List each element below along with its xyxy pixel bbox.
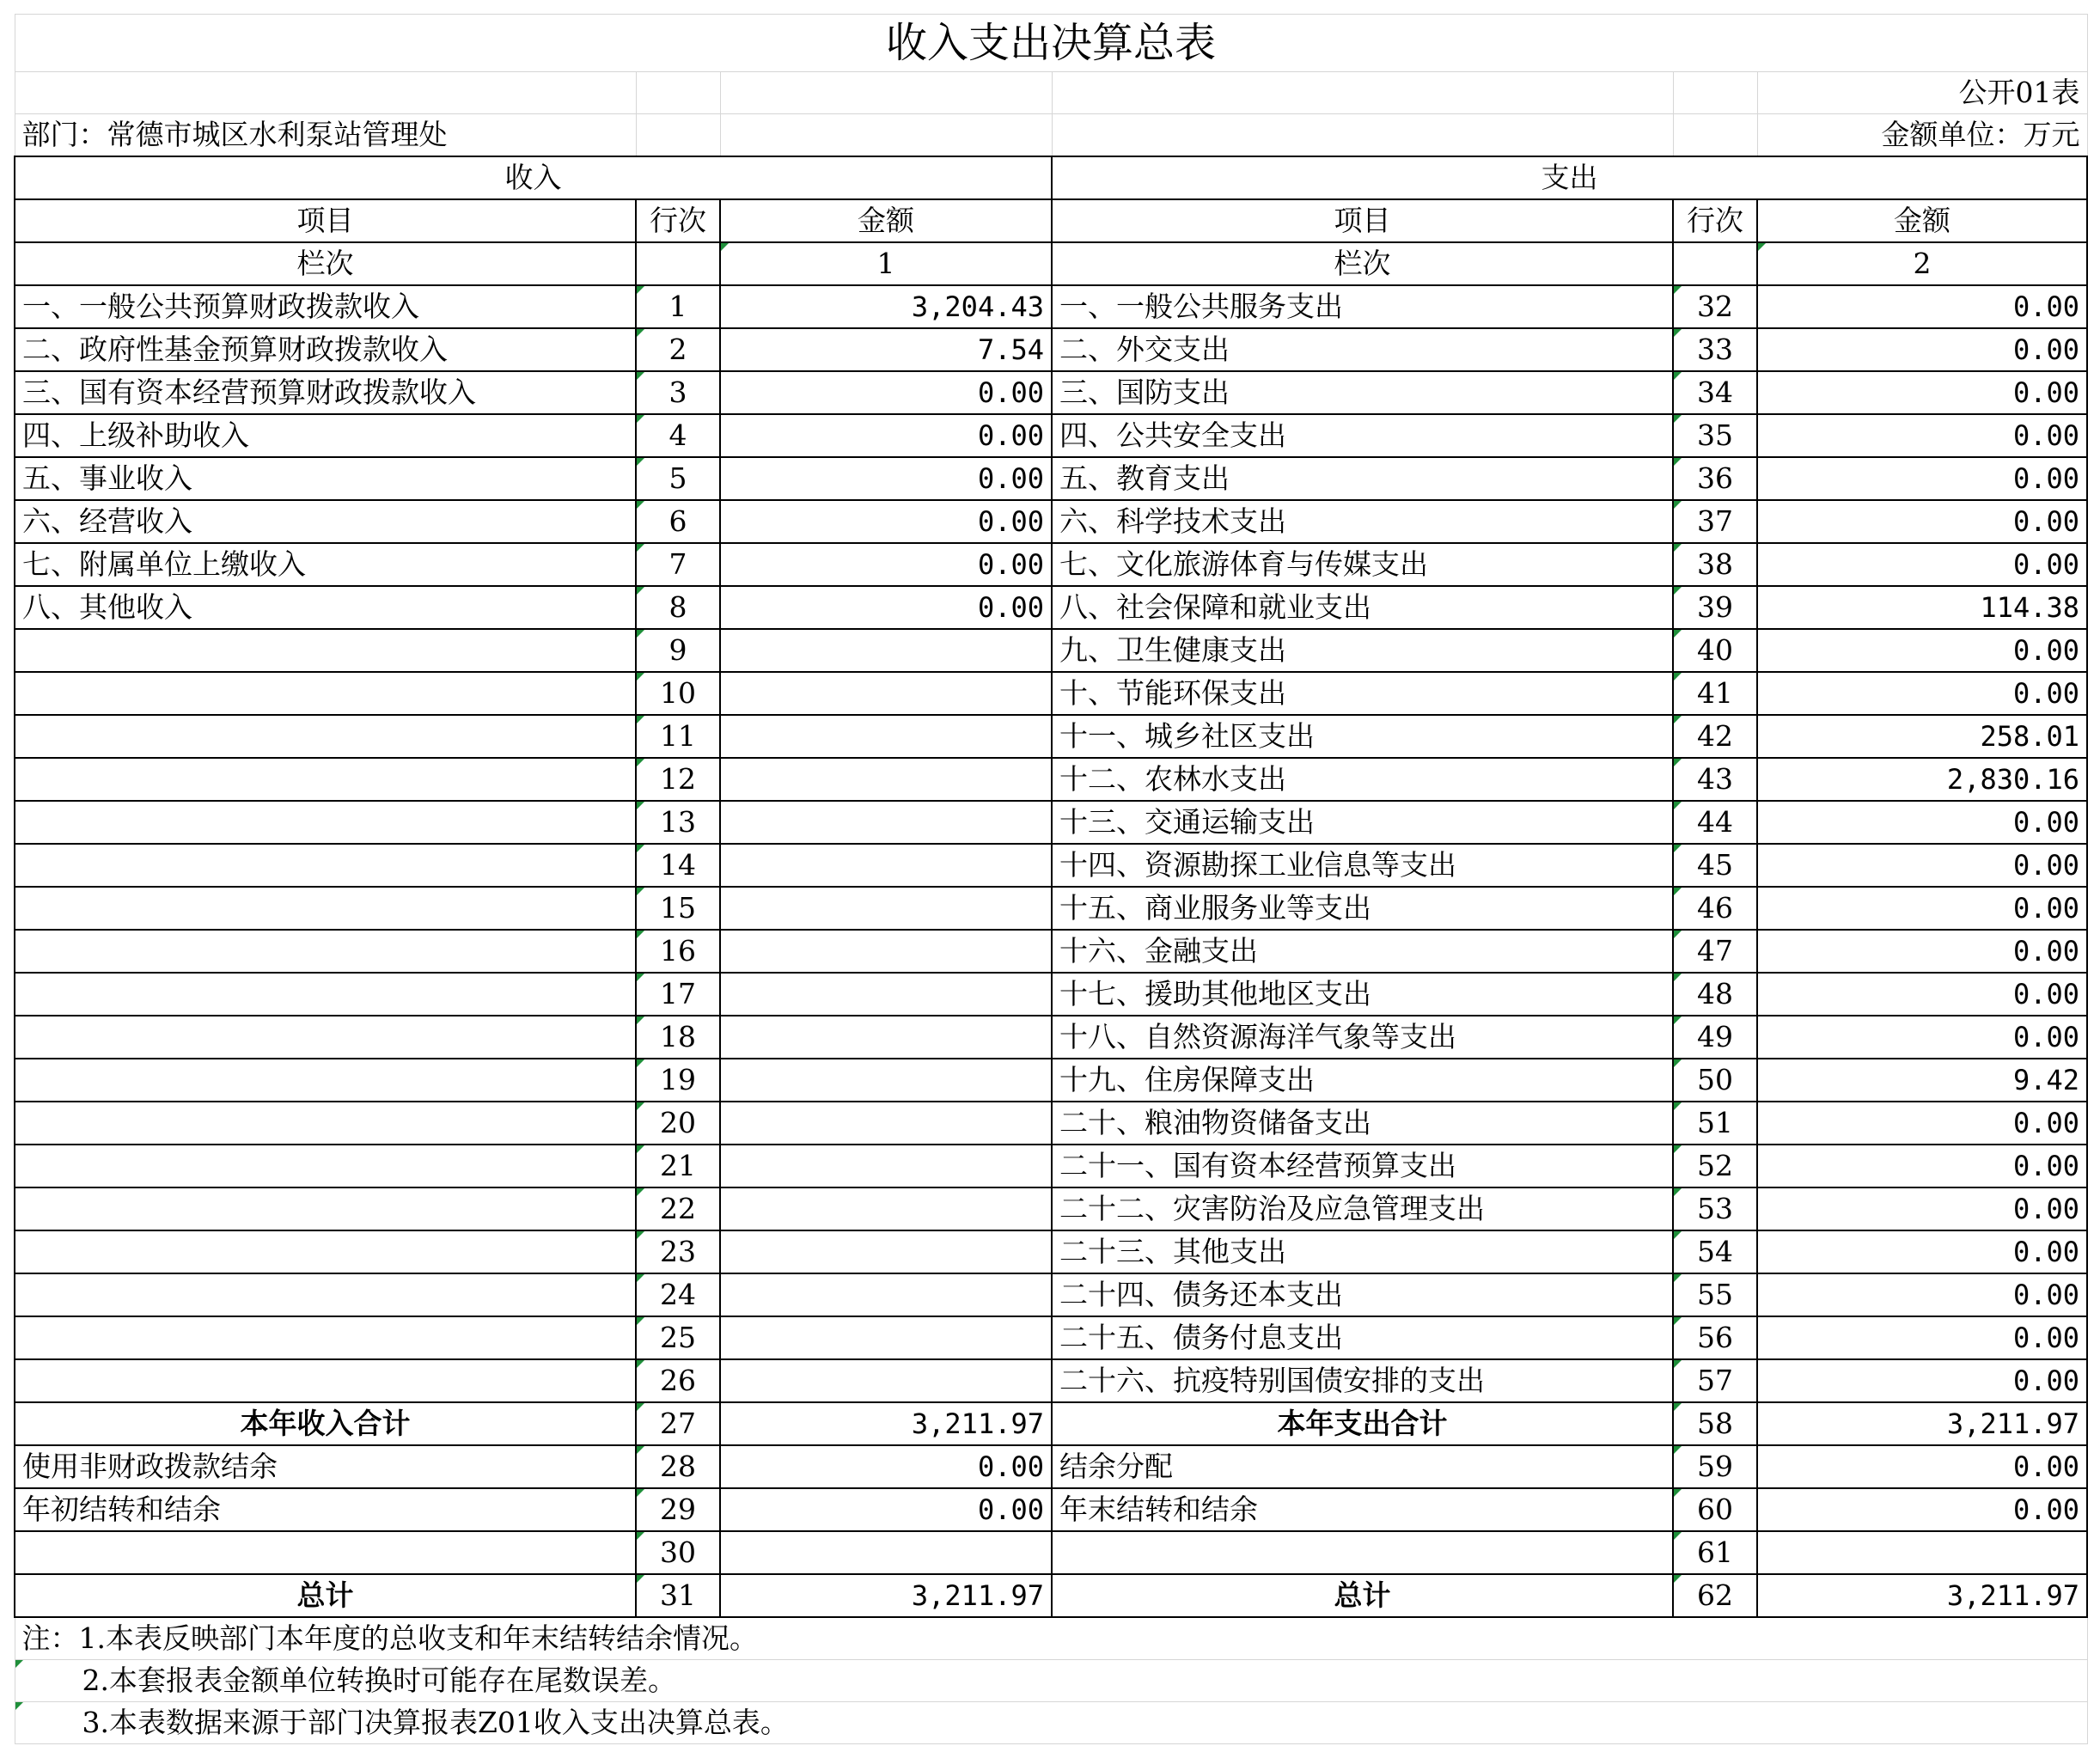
- income-item: 使用非财政拨款结余: [15, 1445, 636, 1488]
- income-item: [15, 1316, 636, 1359]
- expense-amount: 0.00: [1757, 887, 2087, 930]
- expense-item: 十五、商业服务业等支出: [1052, 887, 1673, 930]
- expense-row-number: 32: [1673, 285, 1757, 328]
- table-row: [15, 457, 2087, 500]
- income-amount: 0.00: [720, 1488, 1052, 1531]
- expense-item: [1052, 1531, 1673, 1574]
- expense-row-number: 52: [1673, 1145, 1757, 1187]
- income-item: 本年收入合计: [15, 1402, 636, 1445]
- table-row: [15, 1273, 2087, 1316]
- income-item: 二、政府性基金预算财政拨款收入: [15, 328, 636, 371]
- income-row-number: 24: [636, 1273, 720, 1316]
- expense-item: 四、公共安全支出: [1052, 414, 1673, 457]
- income-item: [15, 887, 636, 930]
- expense-amount: 0.00: [1757, 1316, 2087, 1359]
- table-row: [15, 973, 2087, 1016]
- expense-amount: 0.00: [1757, 629, 2087, 672]
- expense-item: 十六、金融支出: [1052, 930, 1673, 973]
- expense-item: 三、国防支出: [1052, 371, 1673, 414]
- income-row-number: 1: [636, 285, 720, 328]
- table-row: [15, 715, 2087, 758]
- income-row-number: 26: [636, 1359, 720, 1402]
- expense-lanci-label: 栏次: [1052, 242, 1673, 285]
- table-row: [15, 1445, 2087, 1488]
- department-label: 部门：常德市城区水利泵站管理处: [15, 114, 636, 157]
- spreadsheet: [14, 14, 2086, 1744]
- expense-item: 十九、住房保障支出: [1052, 1059, 1673, 1102]
- expense-row-number: 56: [1673, 1316, 1757, 1359]
- expense-amount: 0.00: [1757, 1187, 2087, 1230]
- expense-row-number: 41: [1673, 672, 1757, 715]
- expense-amount: 0.00: [1757, 844, 2087, 887]
- expense-row-number: 39: [1673, 586, 1757, 629]
- income-row-number: 11: [636, 715, 720, 758]
- income-amount: [720, 1230, 1052, 1273]
- expense-amount: 0.00: [1757, 1488, 2087, 1531]
- expense-item: 十、节能环保支出: [1052, 672, 1673, 715]
- cell-empty: [720, 114, 1052, 157]
- table-row: [15, 1016, 2087, 1059]
- expense-item: 一、一般公共服务支出: [1052, 285, 1673, 328]
- expense-item: 十八、自然资源海洋气象等支出: [1052, 1016, 1673, 1059]
- income-amount: [720, 672, 1052, 715]
- income-row-number: 30: [636, 1531, 720, 1574]
- table-row: [15, 801, 2087, 844]
- expense-item: 二、外交支出: [1052, 328, 1673, 371]
- income-row-number: 20: [636, 1102, 720, 1145]
- income-item: [15, 715, 636, 758]
- table-row: [15, 328, 2087, 371]
- expense-row-number: 46: [1673, 887, 1757, 930]
- income-amount: [720, 887, 1052, 930]
- expense-amount: 0.00: [1757, 1273, 2087, 1316]
- expense-amount: 0.00: [1757, 672, 2087, 715]
- expense-amount: 3,211.97: [1757, 1574, 2087, 1617]
- income-amount: [720, 801, 1052, 844]
- table-row: [15, 1316, 2087, 1359]
- income-row-number: 4: [636, 414, 720, 457]
- expense-row-header: 行次: [1673, 199, 1757, 242]
- income-item: [15, 844, 636, 887]
- income-item: [15, 629, 636, 672]
- table-row: [15, 758, 2087, 801]
- expense-amount: 0.00: [1757, 1359, 2087, 1402]
- subtotal-row: [15, 1402, 2087, 1445]
- income-amount: 3,211.97: [720, 1402, 1052, 1445]
- expense-row-number: 49: [1673, 1016, 1757, 1059]
- income-row-number: 3: [636, 371, 720, 414]
- table-row: [15, 1488, 2087, 1531]
- expense-row-number: 43: [1673, 758, 1757, 801]
- income-amount: 0.00: [720, 586, 1052, 629]
- income-row-number: 25: [636, 1316, 720, 1359]
- income-item: 总计: [15, 1574, 636, 1617]
- income-item-header: 项目: [15, 199, 636, 242]
- total-row: [15, 1574, 2087, 1617]
- expense-item: 八、社会保障和就业支出: [1052, 586, 1673, 629]
- cell-empty: [720, 72, 1052, 114]
- income-item: 八、其他收入: [15, 586, 636, 629]
- income-row-number: 15: [636, 887, 720, 930]
- expense-amount: [1757, 1531, 2087, 1574]
- income-row-number: 31: [636, 1574, 720, 1617]
- cell-empty: [1673, 114, 1757, 157]
- expense-row-number: 33: [1673, 328, 1757, 371]
- income-row-number: 16: [636, 930, 720, 973]
- income-row-number: 21: [636, 1145, 720, 1187]
- expense-item: 总计: [1052, 1574, 1673, 1617]
- income-row-header: 行次: [636, 199, 720, 242]
- expense-row-number: 37: [1673, 500, 1757, 543]
- cell-empty: [1052, 72, 1673, 114]
- income-row-number: 13: [636, 801, 720, 844]
- expense-row-number: 51: [1673, 1102, 1757, 1145]
- income-amount-header: 金额: [720, 199, 1052, 242]
- expense-item: 年末结转和结余: [1052, 1488, 1673, 1531]
- income-expense-table: [14, 14, 2088, 1744]
- income-item: 七、附属单位上缴收入: [15, 543, 636, 586]
- income-item: [15, 1273, 636, 1316]
- expense-amount: 0.00: [1757, 1016, 2087, 1059]
- income-item: 一、一般公共预算财政拨款收入: [15, 285, 636, 328]
- income-row-number: 18: [636, 1016, 720, 1059]
- income-item: [15, 1359, 636, 1402]
- expense-row-number: 40: [1673, 629, 1757, 672]
- expense-item: 十七、援助其他地区支出: [1052, 973, 1673, 1016]
- income-item: [15, 1230, 636, 1273]
- expense-item: 十三、交通运输支出: [1052, 801, 1673, 844]
- expense-row-number: 34: [1673, 371, 1757, 414]
- table-row: [15, 500, 2087, 543]
- expense-item: 二十、粮油物资储备支出: [1052, 1102, 1673, 1145]
- income-item: [15, 1016, 636, 1059]
- expense-amount: 0.00: [1757, 285, 2087, 328]
- income-amount: [720, 1145, 1052, 1187]
- table-row: [15, 543, 2087, 586]
- income-column-number: 1: [720, 242, 1052, 285]
- expense-item: 十二、农林水支出: [1052, 758, 1673, 801]
- income-amount: 0.00: [720, 500, 1052, 543]
- table-row: [15, 371, 2087, 414]
- table-row: [15, 285, 2087, 328]
- income-amount: [720, 1059, 1052, 1102]
- expense-row-number: 55: [1673, 1273, 1757, 1316]
- page-title: 收入支出决算总表: [15, 15, 2087, 72]
- income-item: 三、国有资本经营预算财政拨款收入: [15, 371, 636, 414]
- expense-amount: 0.00: [1757, 801, 2087, 844]
- income-amount: [720, 629, 1052, 672]
- table-row: [15, 1359, 2087, 1402]
- income-item: [15, 1531, 636, 1574]
- expense-item: 六、科学技术支出: [1052, 500, 1673, 543]
- expense-amount: 0.00: [1757, 414, 2087, 457]
- income-item: 年初结转和结余: [15, 1488, 636, 1531]
- income-amount: [720, 1359, 1052, 1402]
- income-amount: 3,204.43: [720, 285, 1052, 328]
- table-row: [15, 629, 2087, 672]
- cell-empty: [1673, 72, 1757, 114]
- expense-row-number: 57: [1673, 1359, 1757, 1402]
- expense-item: 二十五、债务付息支出: [1052, 1316, 1673, 1359]
- expense-amount: 0.00: [1757, 973, 2087, 1016]
- income-row-number: 7: [636, 543, 720, 586]
- expense-amount: 2,830.16: [1757, 758, 2087, 801]
- expense-amount: 0.00: [1757, 1445, 2087, 1488]
- table-row: [15, 414, 2087, 457]
- income-amount: 0.00: [720, 1445, 1052, 1488]
- income-item: [15, 973, 636, 1016]
- income-amount: [720, 1316, 1052, 1359]
- income-row-number: 17: [636, 973, 720, 1016]
- cell-empty: [15, 72, 636, 114]
- income-section-header: 收入: [15, 156, 1052, 199]
- expense-amount: 114.38: [1757, 586, 2087, 629]
- cell-empty: [1673, 242, 1757, 285]
- expense-amount: 0.00: [1757, 500, 2087, 543]
- income-row-number: 27: [636, 1402, 720, 1445]
- expense-amount: 0.00: [1757, 328, 2087, 371]
- income-row-number: 19: [636, 1059, 720, 1102]
- cell-empty: [1052, 114, 1673, 157]
- income-amount: 3,211.97: [720, 1574, 1052, 1617]
- form-code: 公开01表: [1757, 72, 2087, 114]
- expense-column-number: 2: [1757, 242, 2087, 285]
- expense-amount: 0.00: [1757, 1102, 2087, 1145]
- income-amount: [720, 1102, 1052, 1145]
- income-amount: [720, 758, 1052, 801]
- income-item: [15, 1187, 636, 1230]
- expense-row-number: 35: [1673, 414, 1757, 457]
- expense-item: 五、教育支出: [1052, 457, 1673, 500]
- income-row-number: 22: [636, 1187, 720, 1230]
- expense-row-number: 62: [1673, 1574, 1757, 1617]
- income-row-number: 12: [636, 758, 720, 801]
- income-item: [15, 758, 636, 801]
- expense-row-number: 61: [1673, 1531, 1757, 1574]
- income-row-number: 14: [636, 844, 720, 887]
- expense-row-number: 38: [1673, 543, 1757, 586]
- expense-item: 结余分配: [1052, 1445, 1673, 1488]
- income-amount: 0.00: [720, 457, 1052, 500]
- income-row-number: 10: [636, 672, 720, 715]
- expense-row-number: 53: [1673, 1187, 1757, 1230]
- expense-item: 九、卫生健康支出: [1052, 629, 1673, 672]
- table-row: [15, 1187, 2087, 1230]
- expense-row-number: 36: [1673, 457, 1757, 500]
- note-text: 注：1.本表反映部门本年度的总收支和年末结转结余情况。: [15, 1617, 2087, 1660]
- income-row-number: 29: [636, 1488, 720, 1531]
- income-item: [15, 672, 636, 715]
- expense-item: 十一、城乡社区支出: [1052, 715, 1673, 758]
- income-item: [15, 1059, 636, 1102]
- expense-row-number: 59: [1673, 1445, 1757, 1488]
- note-text: 3.本表数据来源于部门决算报表Z01收入支出决算总表。: [15, 1702, 2087, 1744]
- cell-empty: [636, 242, 720, 285]
- income-row-number: 5: [636, 457, 720, 500]
- expense-item: 十四、资源勘探工业信息等支出: [1052, 844, 1673, 887]
- income-amount: 0.00: [720, 371, 1052, 414]
- note-row: [15, 1617, 2087, 1660]
- income-amount: [720, 973, 1052, 1016]
- income-lanci-label: 栏次: [15, 242, 636, 285]
- expense-row-number: 54: [1673, 1230, 1757, 1273]
- expense-row-number: 48: [1673, 973, 1757, 1016]
- expense-item: 本年支出合计: [1052, 1402, 1673, 1445]
- expense-amount: 0.00: [1757, 543, 2087, 586]
- expense-row-number: 50: [1673, 1059, 1757, 1102]
- expense-row-number: 42: [1673, 715, 1757, 758]
- expense-amount: 0.00: [1757, 457, 2087, 500]
- table-row: [15, 672, 2087, 715]
- income-row-number: 28: [636, 1445, 720, 1488]
- expense-item: 二十三、其他支出: [1052, 1230, 1673, 1273]
- table-row: [15, 1531, 2087, 1574]
- expense-row-number: 60: [1673, 1488, 1757, 1531]
- table-row: [15, 586, 2087, 629]
- expense-amount: 3,211.97: [1757, 1402, 2087, 1445]
- note-row: [15, 1660, 2087, 1702]
- expense-item: 二十四、债务还本支出: [1052, 1273, 1673, 1316]
- table-row: [15, 1102, 2087, 1145]
- expense-amount: 9.42: [1757, 1059, 2087, 1102]
- expense-amount: 0.00: [1757, 371, 2087, 414]
- income-item: [15, 1145, 636, 1187]
- table-row: [15, 930, 2087, 973]
- table-row: [15, 1145, 2087, 1187]
- income-amount: [720, 844, 1052, 887]
- income-row-number: 23: [636, 1230, 720, 1273]
- income-amount: [720, 930, 1052, 973]
- cell-empty: [636, 72, 720, 114]
- income-row-number: 9: [636, 629, 720, 672]
- expense-item: 二十一、国有资本经营预算支出: [1052, 1145, 1673, 1187]
- income-item: [15, 801, 636, 844]
- table-row: [15, 1059, 2087, 1102]
- income-amount: [720, 1273, 1052, 1316]
- expense-row-number: 45: [1673, 844, 1757, 887]
- income-amount: [720, 715, 1052, 758]
- expense-row-number: 47: [1673, 930, 1757, 973]
- income-item: 四、上级补助收入: [15, 414, 636, 457]
- income-amount: 0.00: [720, 414, 1052, 457]
- expense-amount: 0.00: [1757, 930, 2087, 973]
- income-amount: [720, 1531, 1052, 1574]
- expense-amount: 258.01: [1757, 715, 2087, 758]
- income-row-number: 8: [636, 586, 720, 629]
- income-row-number: 6: [636, 500, 720, 543]
- table-row: [15, 887, 2087, 930]
- expense-row-number: 58: [1673, 1402, 1757, 1445]
- income-amount: 0.00: [720, 543, 1052, 586]
- expense-item: 七、文化旅游体育与传媒支出: [1052, 543, 1673, 586]
- income-amount: [720, 1187, 1052, 1230]
- expense-item: 二十二、灾害防治及应急管理支出: [1052, 1187, 1673, 1230]
- income-item: 六、经营收入: [15, 500, 636, 543]
- unit-label: 金额单位：万元: [1757, 114, 2087, 157]
- income-amount: 7.54: [720, 328, 1052, 371]
- expense-row-number: 44: [1673, 801, 1757, 844]
- expense-amount: 0.00: [1757, 1230, 2087, 1273]
- income-item: [15, 930, 636, 973]
- income-item: 五、事业收入: [15, 457, 636, 500]
- income-row-number: 2: [636, 328, 720, 371]
- income-item: [15, 1102, 636, 1145]
- expense-section-header: 支出: [1052, 156, 2087, 199]
- cell-empty: [636, 114, 720, 157]
- note-row: [15, 1702, 2087, 1744]
- income-amount: [720, 1016, 1052, 1059]
- expense-item-header: 项目: [1052, 199, 1673, 242]
- expense-amount-header: 金额: [1757, 199, 2087, 242]
- table-row: [15, 844, 2087, 887]
- expense-amount: 0.00: [1757, 1145, 2087, 1187]
- table-row: [15, 1230, 2087, 1273]
- expense-item: 二十六、抗疫特别国债安排的支出: [1052, 1359, 1673, 1402]
- note-text: 2.本套报表金额单位转换时可能存在尾数误差。: [15, 1660, 2087, 1702]
